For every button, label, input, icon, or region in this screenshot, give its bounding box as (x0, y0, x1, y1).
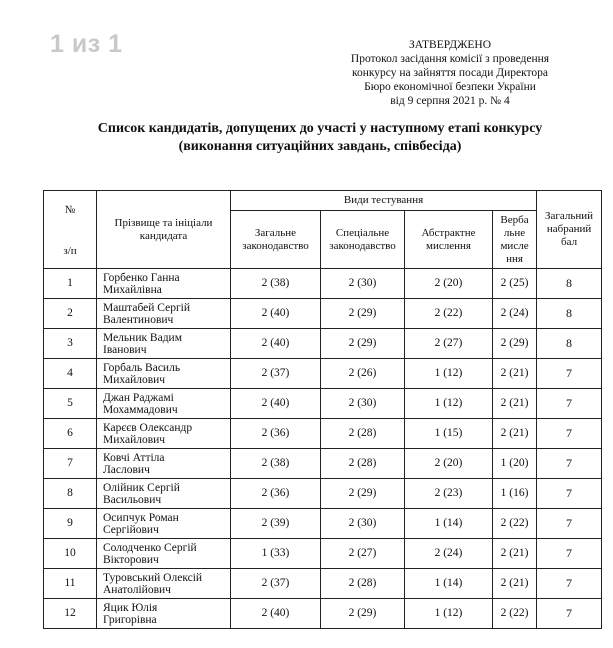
score-special-law: 2 (30) (321, 509, 405, 539)
candidate-name: Яцик Юлія Григорівна (97, 599, 231, 629)
row-number: 3 (44, 329, 97, 359)
candidate-name: Горбаль Василь Михайлович (97, 359, 231, 389)
table-row (44, 539, 602, 569)
score-verbal: 2 (24) (493, 299, 537, 329)
score-verbal: 2 (22) (493, 509, 537, 539)
table-row (44, 359, 602, 389)
score-general-law: 2 (40) (231, 299, 321, 329)
score-abstract: 1 (12) (405, 599, 493, 629)
score-general-law: 2 (36) (231, 419, 321, 449)
score-total: 7 (537, 449, 602, 479)
score-verbal: 2 (22) (493, 599, 537, 629)
score-total: 8 (537, 299, 602, 329)
score-special-law: 2 (29) (321, 479, 405, 509)
approval-line: конкурсу на зайняття посади Директора (351, 67, 549, 79)
score-abstract: 1 (12) (405, 389, 493, 419)
candidate-name: Ковчі Аттіла Ласлович (97, 449, 231, 479)
row-number: 11 (44, 569, 97, 599)
score-general-law: 2 (38) (231, 269, 321, 299)
row-number: 9 (44, 509, 97, 539)
page-counter: 1 из 1 (50, 30, 123, 58)
row-number: 7 (44, 449, 97, 479)
score-special-law: 2 (29) (321, 329, 405, 359)
score-special-law: 2 (29) (321, 599, 405, 629)
column-header-name: Прізвище та ініціали кандидата (97, 191, 231, 269)
approval-line: Протокол засідання комісії з проведення (350, 53, 550, 65)
score-special-law: 2 (27) (321, 539, 405, 569)
score-total: 7 (537, 509, 602, 539)
score-abstract: 2 (27) (405, 329, 493, 359)
score-abstract: 1 (14) (405, 569, 493, 599)
table-row (44, 509, 602, 539)
score-verbal: 2 (21) (493, 569, 537, 599)
score-total: 8 (537, 329, 602, 359)
score-general-law: 2 (40) (231, 329, 321, 359)
candidate-name: Карєєв Олександр Михайлович (97, 419, 231, 449)
row-number: 5 (44, 389, 97, 419)
score-abstract: 2 (23) (405, 479, 493, 509)
score-total: 7 (537, 389, 602, 419)
column-header-test-types: Види тестування (231, 191, 537, 211)
score-total: 8 (537, 269, 602, 299)
table-row (44, 449, 602, 479)
score-total: 7 (537, 599, 602, 629)
score-total: 7 (537, 539, 602, 569)
candidate-name: Олійник Сергій Васильович (97, 479, 231, 509)
score-special-law: 2 (29) (321, 299, 405, 329)
score-total: 7 (537, 419, 602, 449)
score-abstract: 1 (14) (405, 509, 493, 539)
candidate-name: Горбенко Ганна Михайлівна (97, 269, 231, 299)
score-verbal: 2 (21) (493, 359, 537, 389)
candidate-name: Маштабей Сергій Валентинович (97, 299, 231, 329)
row-number: 12 (44, 599, 97, 629)
row-number: 2 (44, 299, 97, 329)
candidate-name: Мельник Вадим Іванович (97, 329, 231, 359)
document-title (40, 120, 600, 156)
score-verbal: 2 (29) (493, 329, 537, 359)
score-special-law: 2 (30) (321, 269, 405, 299)
score-general-law: 2 (38) (231, 449, 321, 479)
table-row (44, 389, 602, 419)
score-verbal: 1 (20) (493, 449, 537, 479)
row-number: 6 (44, 419, 97, 449)
candidate-name: Солодченко Сергій Вікторович (97, 539, 231, 569)
score-verbal: 1 (16) (493, 479, 537, 509)
column-header-verbal: Верба льне мисле ння (493, 211, 537, 269)
row-number: 1 (44, 269, 97, 299)
score-abstract: 1 (15) (405, 419, 493, 449)
row-number: 4 (44, 359, 97, 389)
score-general-law: 2 (40) (231, 389, 321, 419)
table-row (44, 299, 602, 329)
score-abstract: 2 (24) (405, 539, 493, 569)
score-verbal: 2 (25) (493, 269, 537, 299)
score-general-law: 2 (40) (231, 599, 321, 629)
score-abstract: 2 (20) (405, 449, 493, 479)
column-header-general-law: Загальне законодавство (231, 211, 321, 269)
candidate-name: Джан Раджамі Мохаммадович (97, 389, 231, 419)
approval-line: Бюро економічної безпеки України (364, 81, 536, 93)
document-title-line2: (виконання ситуаційних завдань, співбесіда) (178, 139, 462, 154)
score-abstract: 2 (22) (405, 299, 493, 329)
row-number: 10 (44, 539, 97, 569)
score-general-law: 1 (33) (231, 539, 321, 569)
score-special-law: 2 (28) (321, 569, 405, 599)
approval-date: від 9 серпня 2021 р. № 4 (390, 95, 510, 107)
column-header-abstract: Абстрактне мислення (405, 211, 493, 269)
score-verbal: 2 (21) (493, 419, 537, 449)
score-special-law: 2 (26) (321, 359, 405, 389)
column-header-total: Загальний набраний бал (537, 191, 602, 269)
score-general-law: 2 (36) (231, 479, 321, 509)
score-total: 7 (537, 479, 602, 509)
candidate-name: Туровський Олексій Анатолійович (97, 569, 231, 599)
score-verbal: 2 (21) (493, 389, 537, 419)
table-row (44, 569, 602, 599)
row-number: 8 (44, 479, 97, 509)
table-row (44, 479, 602, 509)
score-special-law: 2 (30) (321, 389, 405, 419)
table-row (44, 329, 602, 359)
table-row (44, 269, 602, 299)
table-row (44, 599, 602, 629)
candidates-table (43, 190, 602, 629)
table-row (44, 419, 602, 449)
score-general-law: 2 (39) (231, 509, 321, 539)
score-general-law: 2 (37) (231, 569, 321, 599)
score-abstract: 2 (20) (405, 269, 493, 299)
score-total: 7 (537, 569, 602, 599)
column-header-special-law: Спеціальне законодавство (321, 211, 405, 269)
score-total: 7 (537, 359, 602, 389)
document-title-line1: Список кандидатів, допущених до участі у наступному етапі конкурсу (97, 121, 543, 136)
score-abstract: 1 (12) (405, 359, 493, 389)
score-special-law: 2 (28) (321, 419, 405, 449)
score-general-law: 2 (37) (231, 359, 321, 389)
approval-heading: ЗАТВЕРДЖЕНО (408, 39, 492, 51)
score-verbal: 2 (21) (493, 539, 537, 569)
candidate-name: Осипчук Роман Сергійович (97, 509, 231, 539)
score-special-law: 2 (28) (321, 449, 405, 479)
approval-stamp-block (320, 38, 580, 108)
column-header-number: № з/п (44, 191, 97, 269)
